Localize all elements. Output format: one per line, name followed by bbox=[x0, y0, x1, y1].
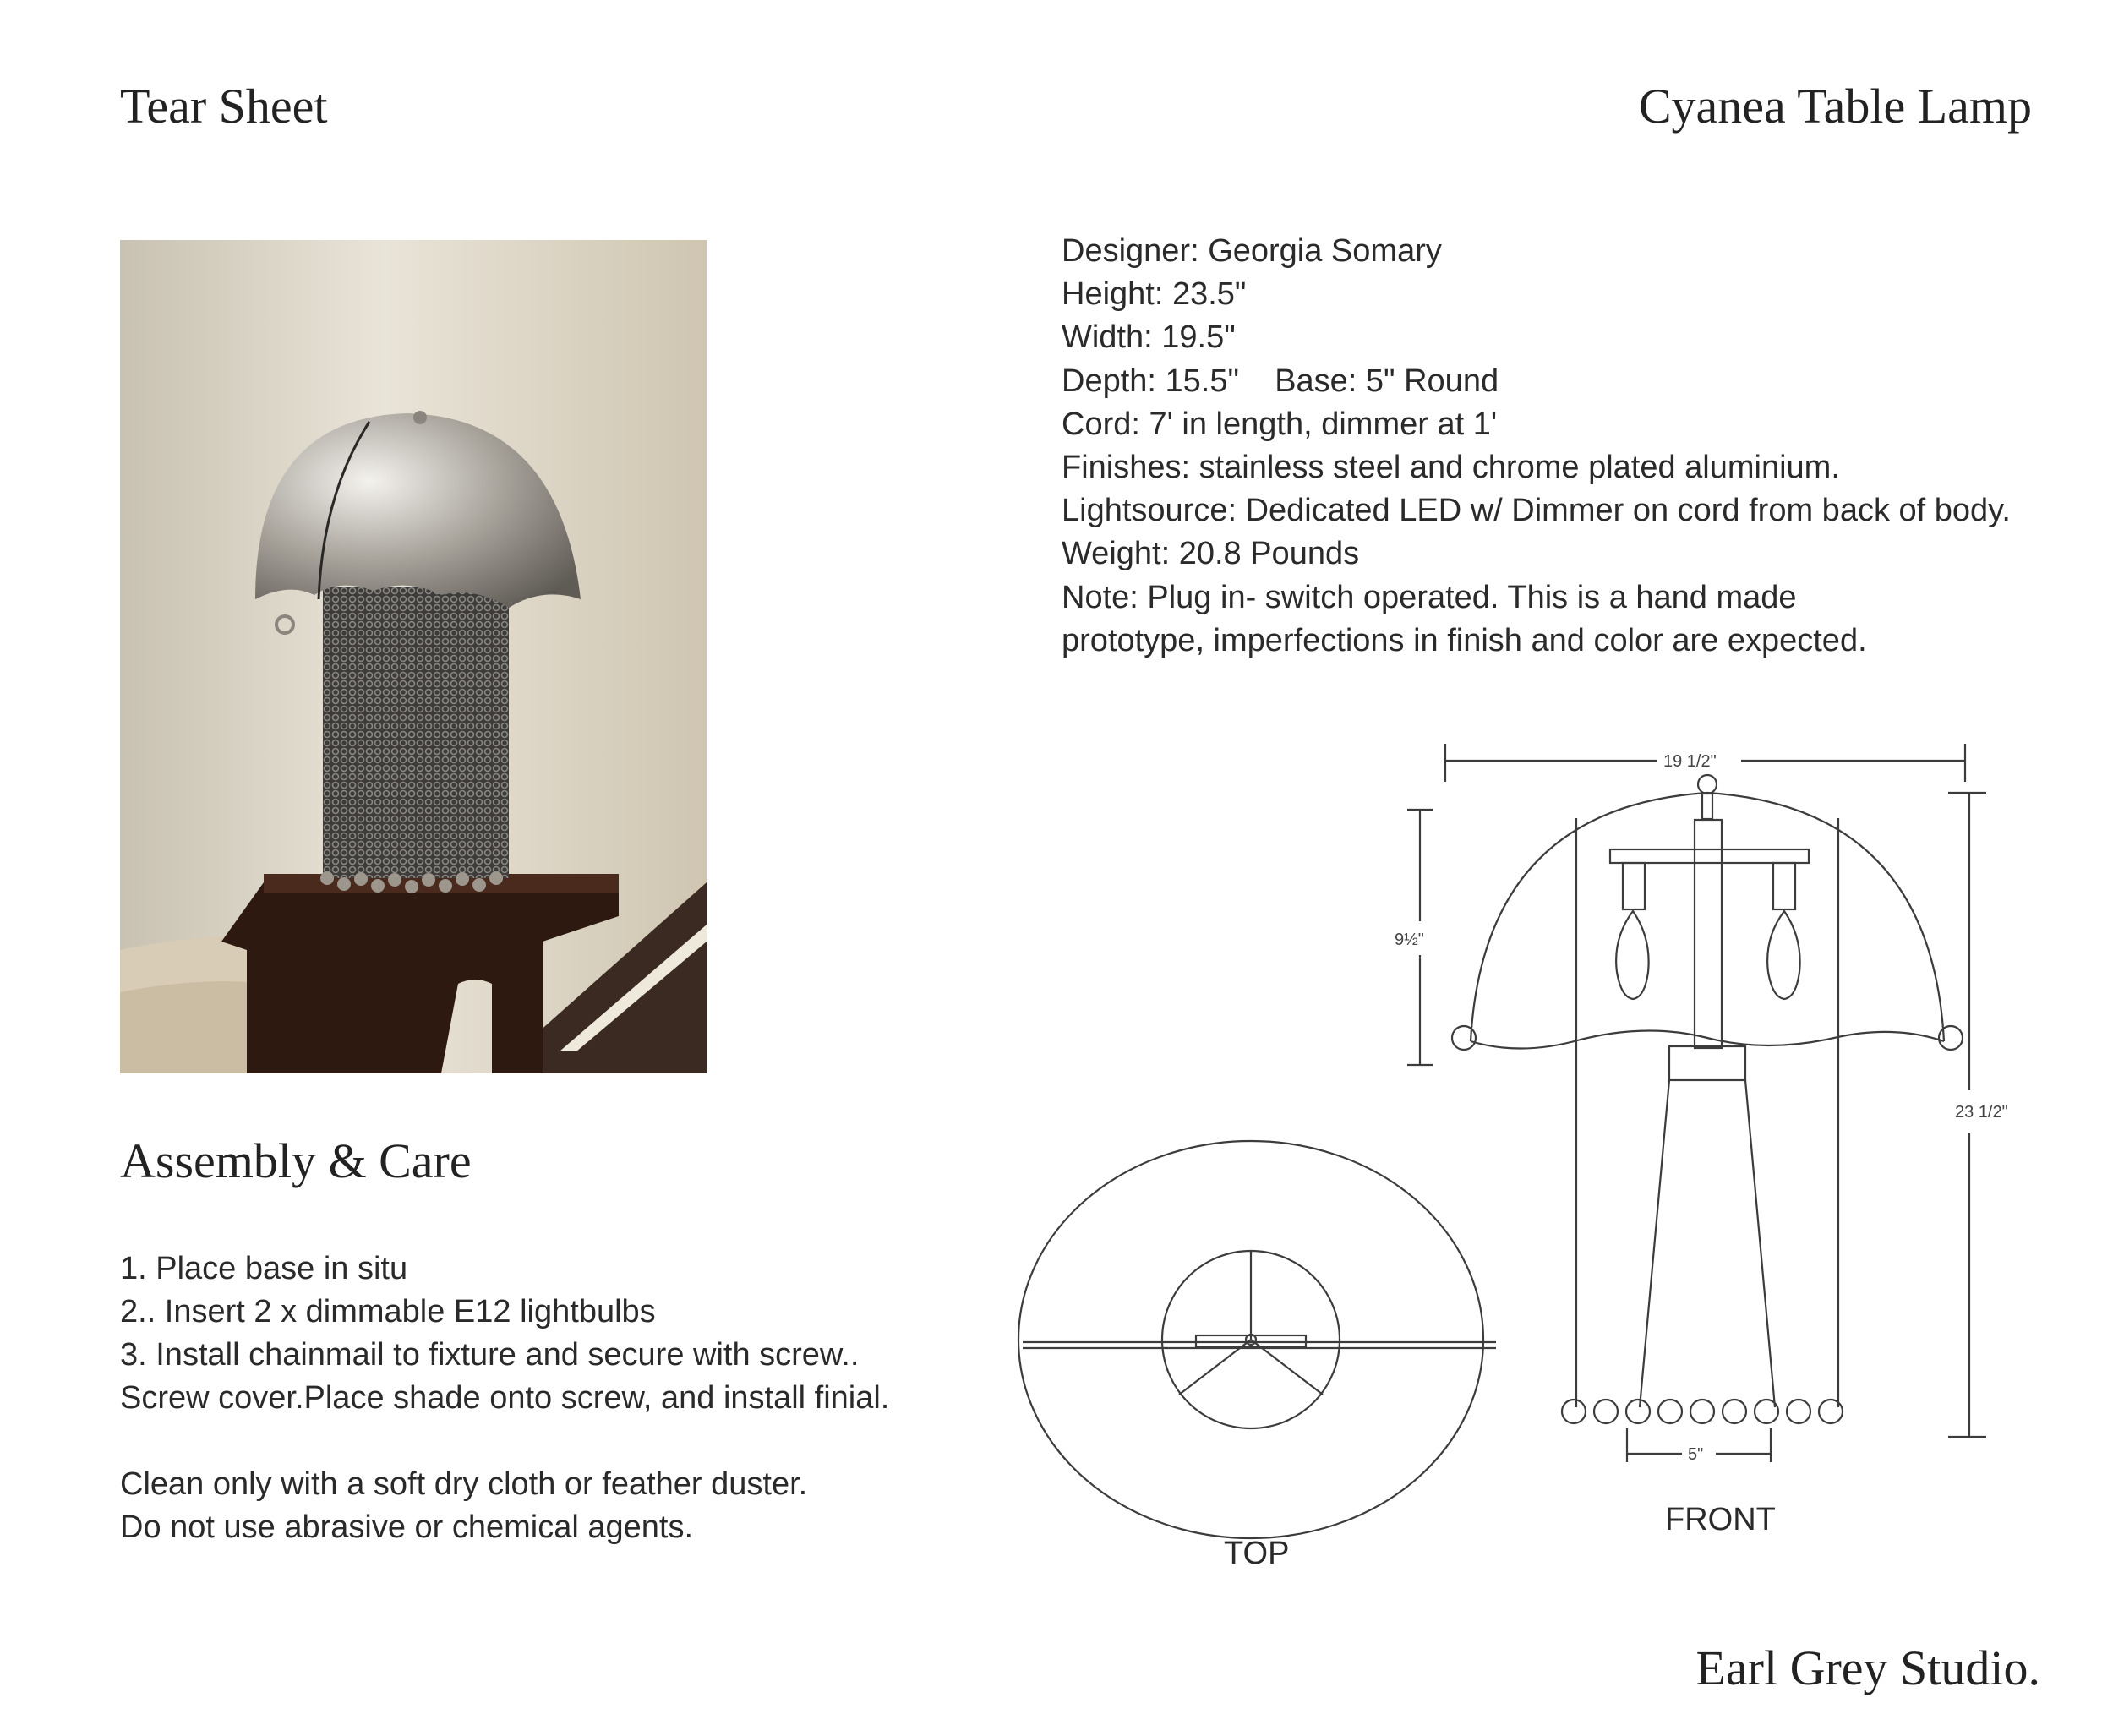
care-line: Do not use abrasive or chemical agents. bbox=[120, 1509, 694, 1545]
base-dimension: 5" bbox=[1688, 1445, 1704, 1464]
studio-signature: Earl Grey Studio. bbox=[1695, 1640, 2040, 1695]
spacer bbox=[120, 1420, 889, 1463]
spec-list bbox=[1062, 230, 2011, 663]
product-title: Cyanea Table Lamp bbox=[1638, 79, 2032, 134]
care-line: Clean only with a soft dry cloth or feather duster. bbox=[120, 1466, 808, 1502]
assembly-step: 3. Install chainmail to fixture and secure with screw.. bbox=[120, 1337, 860, 1373]
spec-height: Height: 23.5" bbox=[1062, 276, 1247, 313]
assembly-heading: Assembly & Care bbox=[120, 1133, 472, 1188]
spec-note-line1: Note: Plug in- switch operated. This is a hand made bbox=[1062, 579, 1797, 615]
spec-finishes: Finishes: stainless steel and chrome plated aluminium. bbox=[1062, 450, 1840, 486]
front-view bbox=[1407, 744, 1986, 1462]
tear-sheet-heading: Tear Sheet bbox=[120, 79, 328, 134]
spec-cord: Cord: 7' in length, dimmer at 1' bbox=[1062, 406, 1498, 442]
shade-height-dimension: 9½" bbox=[1395, 931, 1424, 949]
top-view-label: TOP bbox=[1224, 1536, 1290, 1571]
spec-width: Width: 19.5" bbox=[1062, 319, 1236, 356]
assembly-instructions bbox=[120, 1247, 889, 1549]
top-view bbox=[1018, 1141, 1496, 1538]
width-dimension: 19 1/2" bbox=[1663, 752, 1717, 771]
technical-drawing bbox=[997, 718, 2062, 1589]
spec-note-line2: prototype, imperfections in finish and color are expected. bbox=[1062, 622, 1867, 658]
spec-depth-base: Depth: 15.5" Base: 5" Round bbox=[1062, 363, 1499, 399]
height-dimension: 23 1/2" bbox=[1955, 1103, 2008, 1122]
assembly-step: Screw cover.Place shade onto screw, and install finial. bbox=[120, 1380, 890, 1416]
spec-weight: Weight: 20.8 Pounds bbox=[1062, 536, 1360, 572]
assembly-step: 2.. Insert 2 x dimmable E12 lightbulbs bbox=[120, 1294, 656, 1329]
assembly-step: 1. Place base in situ bbox=[120, 1251, 408, 1286]
spec-lightsource: Lightsource: Dedicated LED w/ Dimmer on cord from back of body. bbox=[1062, 493, 2011, 529]
spec-designer: Designer: Georgia Somary bbox=[1062, 233, 1442, 269]
product-photo bbox=[120, 240, 707, 1073]
front-view-label: FRONT bbox=[1665, 1502, 1776, 1537]
